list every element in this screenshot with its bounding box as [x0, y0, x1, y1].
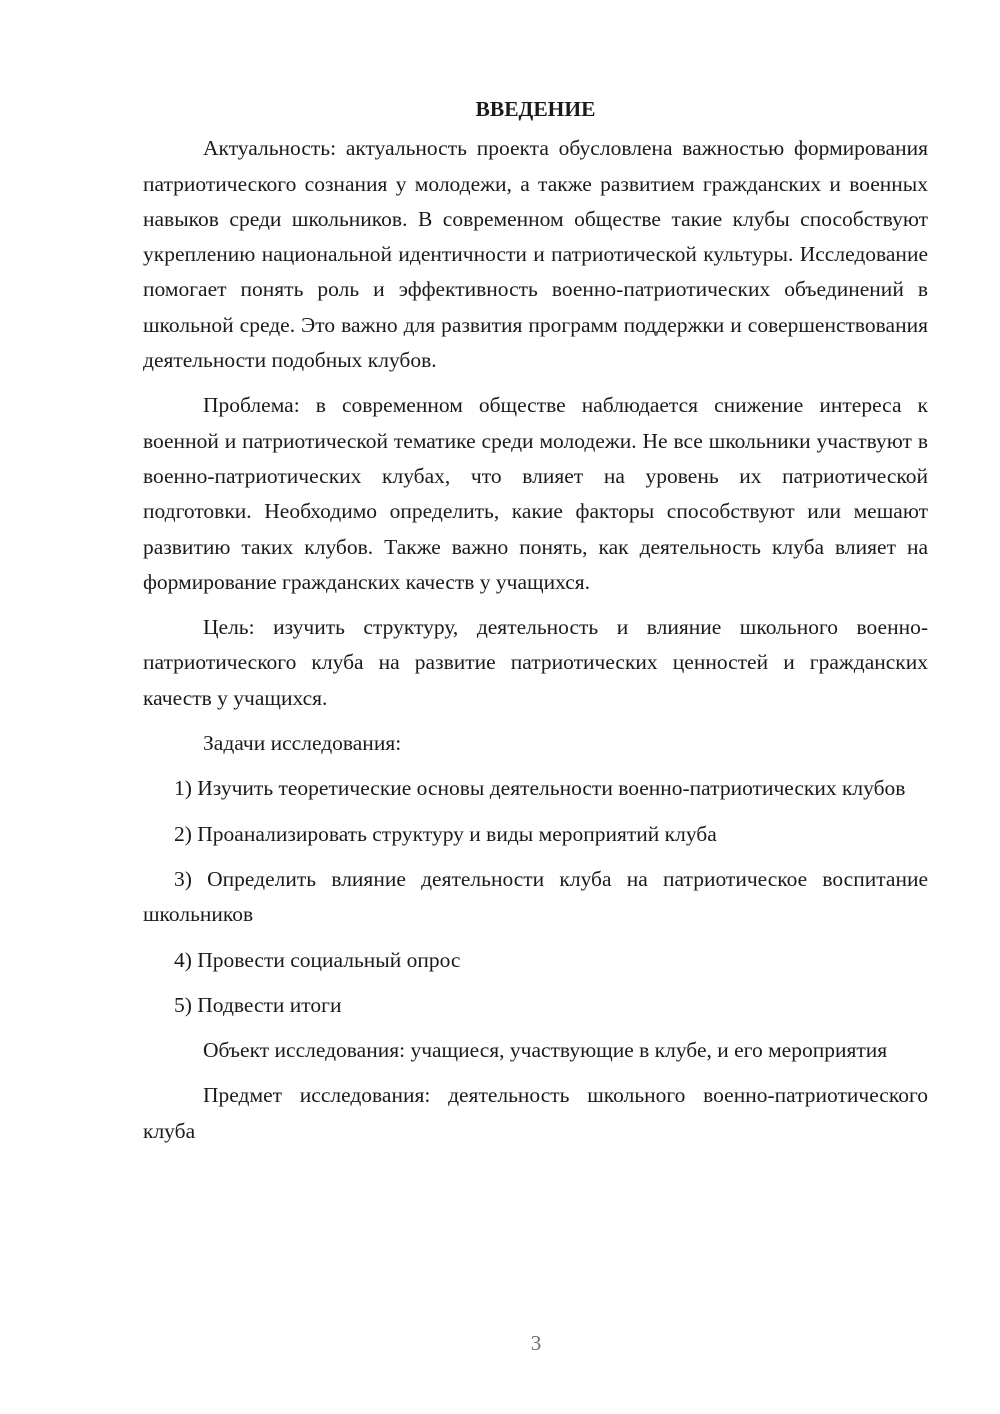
document-title: ВВЕДЕНИЕ	[475, 97, 596, 121]
paragraph-problem: Проблема: в современном обществе наблюдается снижение интереса к военной и патриотической тематике среди молодежи. Не все школьники участвуют в военно-патриотических клубах, что влияет на уровень их патриотической подготовки. Необходимо определить, какие факторы способствуют или мешают развитию таких клубов. Также важно понять, как деятельность клуба влияет на формирование гражданских качеств у учащихся.	[143, 393, 928, 594]
paragraph-object: Объект исследования: учащиеся, участвующие в клубе, и его мероприятия	[203, 1038, 888, 1063]
page-number: 3	[530, 1331, 542, 1355]
paragraph-relevance: Актуальность: актуальность проекта обусловлена важностью формирования патриотического сознания у молодежи, а также развитием гражданских и военных навыков среди школьников. В современном обществе такие клубы способствуют укреплению национальной идентичности и патриотической культуры. Исследование помогает понять роль и эффективность военно-патриотических объединений в школьной среде. Это важно для развития программ поддержки и совершенствования деятельности подобных клубов.	[143, 136, 928, 373]
tasks-list	[143, 771, 928, 1023]
document-page	[143, 92, 928, 1159]
paragraph-subject: Предмет исследования: деятельность школьного военно-патриотического клуба	[143, 1083, 928, 1143]
task-item-4: 4) Провести социальный опрос	[174, 947, 461, 972]
task-item-3: 3) Определить влияние деятельности клуба на патриотическое воспитание школьников	[143, 866, 928, 927]
tasks-heading: Задачи исследования:	[203, 731, 402, 756]
task-item-5: 5) Подвести итоги	[174, 992, 342, 1017]
task-item-1: 1) Изучить теоретические основы деятельности военно-патриотических клубов	[174, 776, 906, 801]
task-item-2: 2) Проанализировать структуру и виды мероприятий клуба	[174, 821, 717, 846]
paragraph-goal: Цель: изучить структуру, деятельность и влияние школьного военно-патриотического клуба на развитие патриотических ценностей и гражданских качеств у учащихся.	[143, 615, 928, 710]
